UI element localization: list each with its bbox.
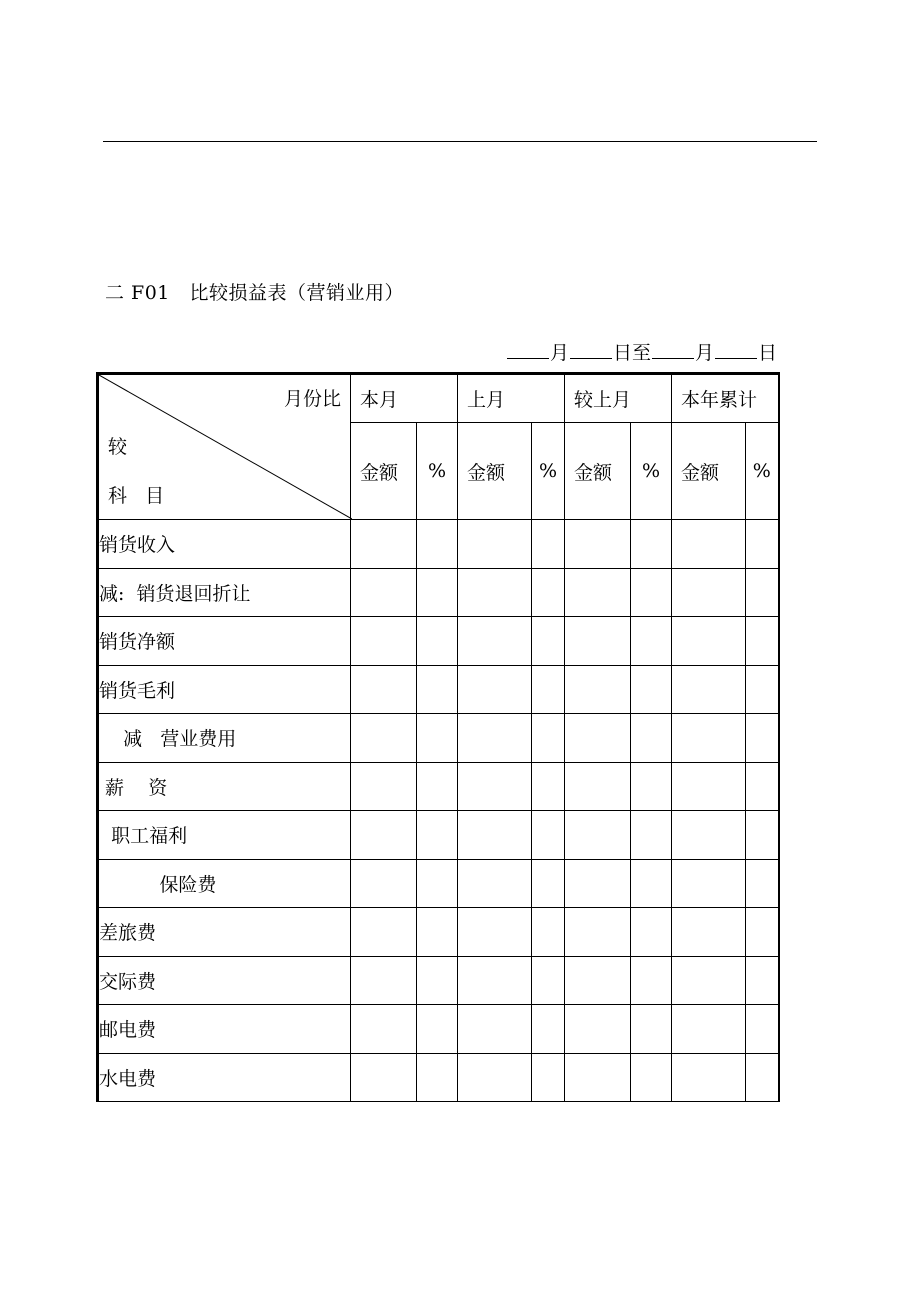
date-word-month-1: 月	[550, 342, 570, 364]
table-row	[98, 1053, 779, 1102]
amount-cell[interactable]	[565, 956, 631, 1005]
amount-cell[interactable]	[672, 520, 746, 569]
amount-cell[interactable]	[458, 665, 532, 714]
percent-cell[interactable]	[417, 568, 458, 617]
amount-cell[interactable]	[351, 617, 417, 666]
month-blank-2[interactable]	[652, 340, 694, 359]
amount-header: 金额	[672, 423, 746, 520]
percent-cell[interactable]	[746, 1005, 779, 1054]
amount-cell[interactable]	[672, 811, 746, 860]
percent-cell[interactable]	[631, 568, 672, 617]
percent-cell[interactable]	[417, 908, 458, 957]
diagonal-header-cell	[98, 374, 351, 520]
amount-cell[interactable]	[565, 762, 631, 811]
table-row	[98, 908, 779, 957]
amount-cell[interactable]	[565, 811, 631, 860]
percent-cell[interactable]	[631, 762, 672, 811]
row-label: 薪 资	[98, 762, 351, 811]
amount-cell[interactable]	[458, 956, 532, 1005]
percent-header: %	[746, 423, 779, 520]
amount-cell[interactable]	[458, 762, 532, 811]
amount-header: 金额	[565, 423, 631, 520]
percent-cell[interactable]	[417, 665, 458, 714]
amount-cell[interactable]	[565, 714, 631, 763]
percent-header: %	[631, 423, 672, 520]
row-label: 职工福利	[98, 811, 351, 860]
percent-cell[interactable]	[417, 1005, 458, 1054]
corner-label-compare: 较	[108, 436, 128, 458]
amount-cell[interactable]	[672, 1005, 746, 1054]
amount-cell[interactable]	[458, 859, 532, 908]
percent-cell[interactable]	[417, 617, 458, 666]
comparative-income-table	[96, 372, 780, 1102]
amount-cell[interactable]	[351, 908, 417, 957]
percent-cell[interactable]	[532, 956, 565, 1005]
percent-cell[interactable]	[532, 617, 565, 666]
amount-cell[interactable]	[458, 1005, 532, 1054]
amount-cell[interactable]	[672, 1053, 746, 1102]
amount-cell[interactable]	[351, 714, 417, 763]
table-body	[98, 520, 779, 1102]
percent-cell[interactable]	[417, 762, 458, 811]
amount-cell[interactable]	[458, 1053, 532, 1102]
day-blank-2[interactable]	[715, 340, 757, 359]
amount-cell[interactable]	[458, 714, 532, 763]
period-header-vs-last-month: 较上月	[565, 374, 672, 423]
amount-cell[interactable]	[565, 617, 631, 666]
percent-cell[interactable]	[746, 859, 779, 908]
row-label: 减: 销货退回折让	[98, 568, 351, 617]
amount-header: 金额	[351, 423, 417, 520]
row-label: 差旅费	[98, 908, 351, 957]
percent-cell[interactable]	[631, 1005, 672, 1054]
table-row	[98, 1005, 779, 1054]
amount-cell[interactable]	[565, 568, 631, 617]
percent-cell[interactable]	[417, 714, 458, 763]
date-range-line	[506, 338, 777, 365]
date-word-month-2: 月	[695, 342, 715, 364]
table-row	[98, 568, 779, 617]
percent-cell[interactable]	[417, 956, 458, 1005]
amount-cell[interactable]	[351, 665, 417, 714]
row-label: 销货收入	[98, 520, 351, 569]
amount-cell[interactable]	[672, 859, 746, 908]
table-row	[98, 714, 779, 763]
amount-cell[interactable]	[351, 956, 417, 1005]
amount-cell[interactable]	[351, 762, 417, 811]
period-header-this-month: 本月	[351, 374, 458, 423]
amount-cell[interactable]	[672, 568, 746, 617]
row-label: 销货净额	[98, 617, 351, 666]
percent-cell[interactable]	[746, 568, 779, 617]
percent-cell[interactable]	[746, 714, 779, 763]
percent-cell[interactable]	[417, 520, 458, 569]
percent-cell[interactable]	[532, 714, 565, 763]
percent-cell[interactable]	[746, 956, 779, 1005]
amount-cell[interactable]	[351, 859, 417, 908]
period-header-last-month: 上月	[458, 374, 565, 423]
amount-cell[interactable]	[458, 811, 532, 860]
row-label: 保险费	[98, 859, 351, 908]
amount-cell[interactable]	[458, 617, 532, 666]
percent-cell[interactable]	[631, 520, 672, 569]
amount-cell[interactable]	[458, 568, 532, 617]
table-row	[98, 520, 779, 569]
percent-cell[interactable]	[631, 811, 672, 860]
percent-cell[interactable]	[532, 520, 565, 569]
day-blank-1[interactable]	[570, 340, 612, 359]
row-label: 水电费	[98, 1053, 351, 1102]
percent-cell[interactable]	[631, 859, 672, 908]
header-row-periods	[98, 374, 779, 423]
amount-cell[interactable]	[351, 811, 417, 860]
document-title: 二 F01 比较损益表（营销业用）	[105, 282, 405, 304]
header-rule	[103, 141, 817, 142]
table-row	[98, 762, 779, 811]
percent-cell[interactable]	[532, 1005, 565, 1054]
percent-cell[interactable]	[746, 520, 779, 569]
percent-cell[interactable]	[532, 908, 565, 957]
amount-cell[interactable]	[351, 520, 417, 569]
percent-cell[interactable]	[746, 762, 779, 811]
table-row	[98, 956, 779, 1005]
amount-cell[interactable]	[458, 520, 532, 569]
percent-cell[interactable]	[532, 859, 565, 908]
amount-cell[interactable]	[565, 520, 631, 569]
percent-cell[interactable]	[532, 568, 565, 617]
percent-cell[interactable]	[631, 617, 672, 666]
percent-cell[interactable]	[417, 811, 458, 860]
date-word-day-to: 日至	[613, 342, 652, 364]
percent-cell[interactable]	[532, 665, 565, 714]
date-word-day-2: 日	[758, 342, 778, 364]
corner-label-subject: 科 目	[108, 485, 165, 507]
percent-cell[interactable]	[631, 1053, 672, 1102]
amount-header: 金额	[458, 423, 532, 520]
percent-cell[interactable]	[532, 762, 565, 811]
percent-cell[interactable]	[746, 908, 779, 957]
amount-cell[interactable]	[565, 1005, 631, 1054]
percent-cell[interactable]	[417, 1053, 458, 1102]
percent-cell[interactable]	[532, 811, 565, 860]
amount-cell[interactable]	[565, 665, 631, 714]
amount-cell[interactable]	[672, 762, 746, 811]
percent-cell[interactable]	[631, 714, 672, 763]
amount-cell[interactable]	[672, 665, 746, 714]
percent-header: %	[417, 423, 458, 520]
percent-cell[interactable]	[417, 859, 458, 908]
percent-cell[interactable]	[631, 956, 672, 1005]
amount-cell[interactable]	[672, 714, 746, 763]
amount-cell[interactable]	[672, 908, 746, 957]
amount-cell[interactable]	[565, 1053, 631, 1102]
amount-cell[interactable]	[565, 859, 631, 908]
percent-cell[interactable]	[746, 1053, 779, 1102]
table-row	[98, 811, 779, 860]
month-blank-1[interactable]	[507, 340, 549, 359]
percent-header: %	[532, 423, 565, 520]
amount-cell[interactable]	[565, 908, 631, 957]
percent-cell[interactable]	[631, 908, 672, 957]
percent-cell[interactable]	[746, 617, 779, 666]
amount-cell[interactable]	[458, 908, 532, 957]
percent-cell[interactable]	[746, 665, 779, 714]
table-row	[98, 859, 779, 908]
amount-cell[interactable]	[672, 617, 746, 666]
row-label: 交际费	[98, 956, 351, 1005]
row-label: 销货毛利	[98, 665, 351, 714]
percent-cell[interactable]	[532, 1053, 565, 1102]
percent-cell[interactable]	[746, 811, 779, 860]
corner-label-month-compare: 月份比	[283, 388, 341, 410]
amount-cell[interactable]	[351, 1005, 417, 1054]
row-label: 邮电费	[98, 1005, 351, 1054]
amount-cell[interactable]	[351, 568, 417, 617]
table-row	[98, 665, 779, 714]
percent-cell[interactable]	[631, 665, 672, 714]
table-row	[98, 617, 779, 666]
period-header-year-to-date: 本年累计	[672, 374, 779, 423]
amount-cell[interactable]	[672, 956, 746, 1005]
row-label: 减 营业费用	[98, 714, 351, 763]
amount-cell[interactable]	[351, 1053, 417, 1102]
